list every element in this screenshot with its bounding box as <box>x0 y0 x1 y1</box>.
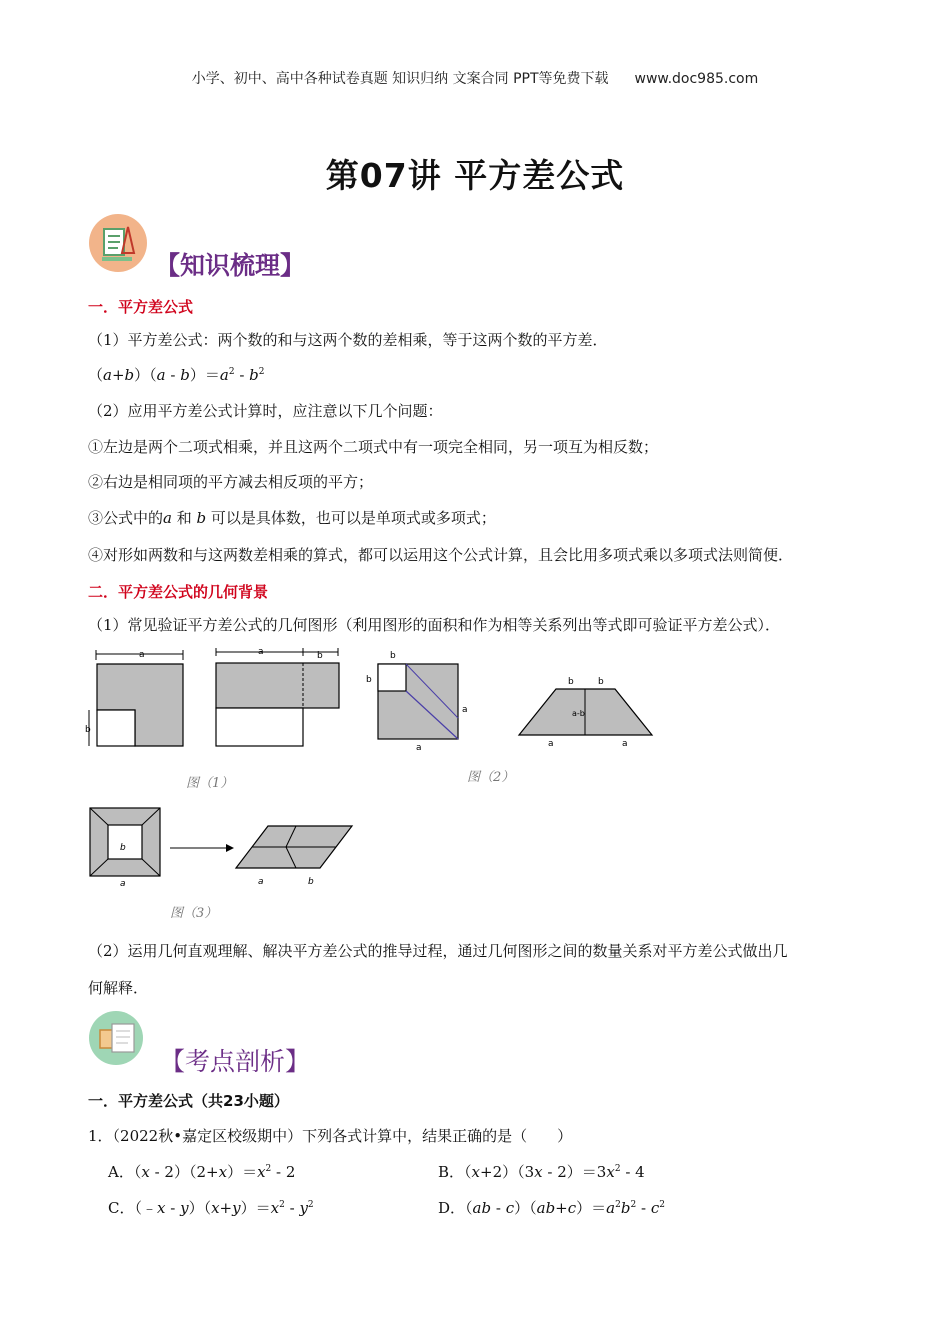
question1-stem: 1．（2022秋•嘉定区校级期中）下列各式计算中，结果正确的是（ ） <box>88 1127 573 1145</box>
fig3-label-b2: b <box>308 877 314 887</box>
fig3-label-b1: b <box>120 843 126 853</box>
fig2-label-a1: a <box>462 705 468 715</box>
figure-3-caption: 图（3） <box>170 906 218 921</box>
question1-option-a[interactable]: A．$(x - 2)(2+x)=x^2 - 2$ <box>108 1163 296 1181</box>
section1-item1: ①左边是两个二项式相乘，并且这两个二项式中有一项完全相同，另一项互为相反数； <box>88 438 659 456</box>
figure-1-caption: 图（1） <box>186 776 234 791</box>
fig2-label-ab: a-b <box>572 709 585 718</box>
figure-1-diagram <box>82 646 344 756</box>
fig2-label-b2: b <box>366 675 372 685</box>
section2-p2a: （2）运用几何直观理解、解决平方差公式的推导过程，通过几何图形之间的数量关系对平方差公式做出几 <box>88 942 788 960</box>
question1-option-b[interactable]: B．$(x+2)(3x - 2)=3x^2 - 4$ <box>438 1163 645 1181</box>
section1-p1: （1）平方差公式：两个数的和与这两个数的差相乘，等于这两个数的平方差． <box>88 331 608 349</box>
fig3-label-a1: a <box>120 879 126 888</box>
page-title: 第07讲 平方差公式 <box>325 156 625 195</box>
fig3-label-a2: a <box>258 877 264 887</box>
figure-2-caption: 图（2） <box>467 770 515 785</box>
figure-3-diagram <box>86 806 358 888</box>
formula: $(a+b)(a - b)=a^2 - b^2$ <box>88 366 265 384</box>
question1-option-d[interactable]: D．$(ab - c)(ab+c)=a^2b^2 - c^2$ <box>438 1199 665 1217</box>
section1-item3: ③公式中的a 和 b 可以是具体数，也可以是单项式或多项式； <box>88 509 496 527</box>
page-header <box>0 68 950 88</box>
section2-p2b: 何解释． <box>88 979 149 997</box>
question1-number: 1． <box>88 1127 113 1145</box>
header-text: 小学、初中、高中各种试卷真题 知识归纳 文案合同 PPT等免费下载 <box>191 71 609 87</box>
fig2-label-b3: b <box>568 677 574 687</box>
header-url[interactable]: www.doc985.com <box>634 71 759 87</box>
fig1-label-b2: b <box>317 651 323 661</box>
fig1-label-a2: a <box>258 647 264 657</box>
section3-heading: 一．平方差公式（共23小题） <box>88 1092 289 1110</box>
fig2-label-b4: b <box>598 677 604 687</box>
knowledge-icon <box>88 213 152 277</box>
knowledge-banner: 【知识梳理】 <box>155 251 306 280</box>
analysis-banner: 【考点剖析】 <box>160 1047 311 1076</box>
analysis-icon <box>88 1010 148 1070</box>
section1-p2: （2）应用平方差公式计算时，应注意以下几个问题： <box>88 402 443 420</box>
fig2-label-a2: a <box>416 743 422 753</box>
fig2-label-b1: b <box>390 651 396 661</box>
section1-item2: ②右边是相同项的平方减去相反项的平方； <box>88 473 374 491</box>
figure-2-diagram <box>362 648 662 758</box>
section1-heading: 一．平方差公式 <box>88 298 194 316</box>
fig2-label-a3: a <box>548 739 554 749</box>
section2-p1: （1）常见验证平方差公式的几何图形（利用图形的面积和作为相等关系列出等式即可验证平方差公式）． <box>88 616 781 634</box>
fig1-label-b1: b <box>85 725 91 735</box>
section2-heading: 二．平方差公式的几何背景 <box>88 583 269 601</box>
fig1-label-a1: a <box>139 650 145 660</box>
question1-option-c[interactable]: C．（﹣x - $y)(x+y)=x^2 - y^2$ <box>108 1199 314 1217</box>
fig2-label-a4: a <box>622 739 628 749</box>
section1-item4: ④对形如两数和与这两数差相乘的算式，都可以运用这个公式计算，且会比用多项式乘以多项式法则简便． <box>88 546 794 564</box>
